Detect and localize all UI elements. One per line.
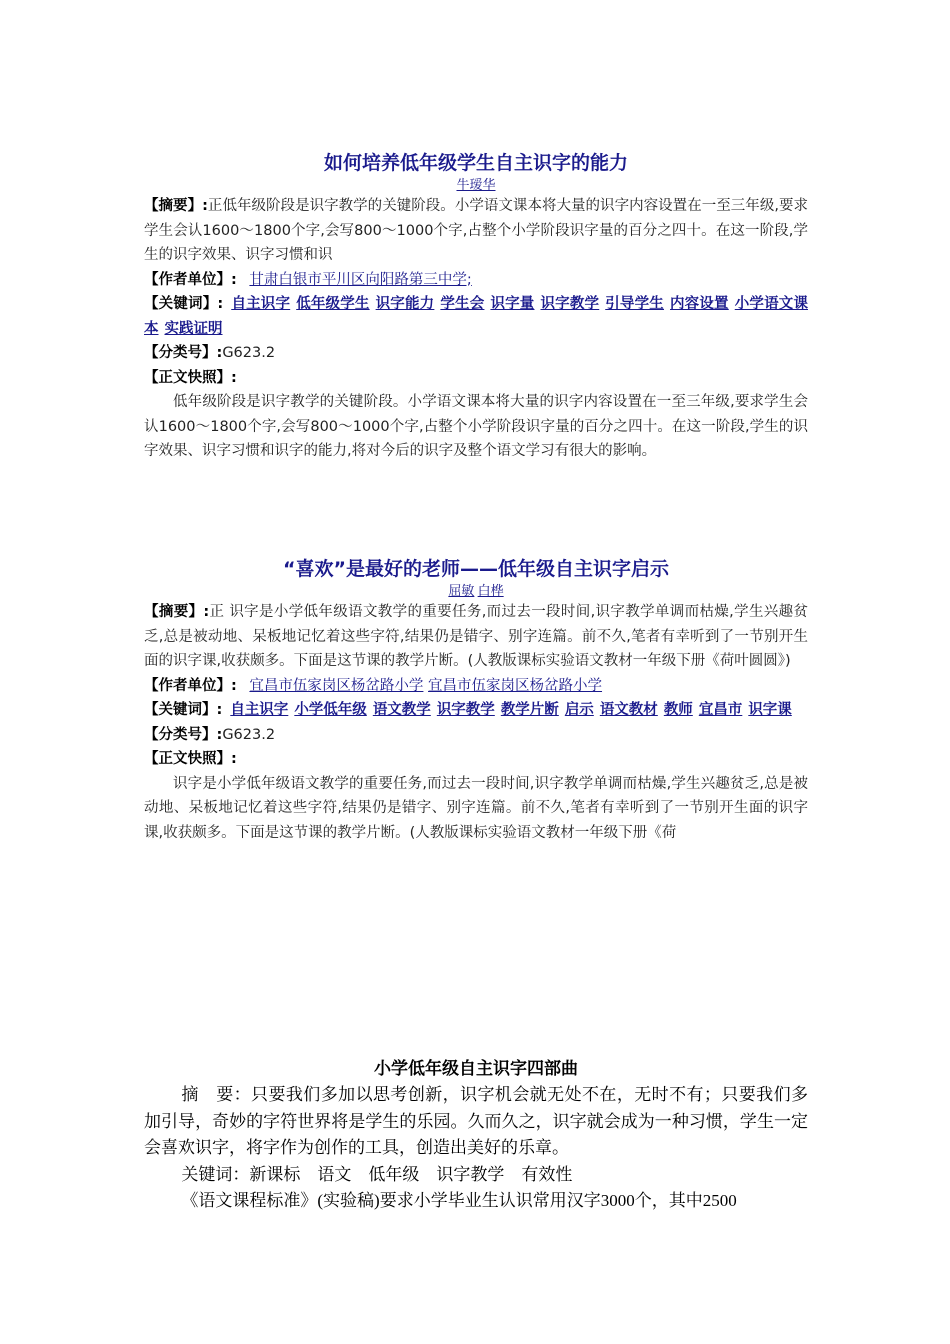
- class-label: 【分类号】:: [144, 726, 223, 743]
- class-number: G623.2: [222, 345, 276, 361]
- unit-link[interactable]: 甘肃白银市平川区向阳路第三中学;: [249, 271, 472, 288]
- keyword-link[interactable]: 教师: [663, 702, 693, 718]
- author-link[interactable]: 白桦: [477, 583, 504, 598]
- keyword-link[interactable]: 低年级学生: [296, 296, 370, 312]
- keyword-link[interactable]: 教学片断: [500, 702, 559, 718]
- keyword-link[interactable]: 宜昌市: [698, 702, 743, 718]
- abstract-label: 【摘要】:: [144, 198, 208, 214]
- article-2-abstract: [144, 600, 808, 674]
- article-1-snapshot-label-line: [144, 366, 808, 391]
- article-3-body: 《语文课程标准》(实验稿)要求小学毕业生认识常用汉字3000个，其中2500: [181, 1191, 737, 1210]
- keyword-link[interactable]: 启示: [564, 702, 594, 718]
- author-link[interactable]: 屈敏: [448, 583, 475, 598]
- abstract-text: 正低年级阶段是识字教学的关键阶段。小学语文课本将大量的识字内容设置在一至三年级,要求学生会认1600～1800个字,会写800～1000个字,占整个小学阶段识字量的百分之四十。在这一阶段,学生的识字效果、识字习惯和识: [144, 198, 808, 263]
- abstract-text: 正 识字是小学低年级语文教学的重要任务,而过去一段时间,识字教学单调而枯燥,学生兴趣贫乏,总是被动地、呆板地记忆着这些字符,结果仍是错字、别字连篇。前不久,笔者有幸听到了一节别开生面的识字课,收获颇多。下面是这节课的教学片断。(人教版课标实验语文教材一年级下册《荷叶圆圆》): [144, 604, 808, 669]
- article-1-author-line: [144, 176, 808, 194]
- article-3: [144, 1056, 808, 1215]
- article-2-unit: [144, 674, 808, 699]
- article-2: [144, 556, 808, 845]
- article-2-class: [144, 723, 808, 748]
- article-2-snapshot: 识字是小学低年级语文教学的重要任务,而过去一段时间,识字教学单调而枯燥,学生兴趣贫乏,总是被动地、呆板地记忆着这些字符,结果仍是错字、别字连篇。前不久,笔者有幸听到了一节别开生面的识字课,收获颇多。下面是这节课的教学片断。(人教版课标实验语文教材一年级下册《荷: [144, 775, 808, 841]
- class-label: 【分类号】:: [144, 345, 223, 361]
- author-link[interactable]: 牛瑷华: [456, 177, 496, 192]
- unit-label: 【作者单位】:: [144, 271, 237, 288]
- article-3-abstract: 摘 要：只要我们多加以思考创新，识字机会就无处不在，无时不有；只要我们多加引导，奇妙的字符世界将是学生的乐园。久而久之，识字就会成为一种习惯，学生一定会喜欢识字，将字作为创作的工具，创造出美好的乐章。: [144, 1085, 808, 1157]
- keyword-link[interactable]: 实践证明: [164, 320, 223, 337]
- abstract-label: 【摘要】:: [144, 604, 210, 620]
- keyword-link[interactable]: 识字教学: [540, 296, 600, 312]
- keyword-link[interactable]: 学生会: [440, 296, 485, 312]
- article-1-class: [144, 341, 808, 366]
- article-2-title: “喜欢”是最好的老师——低年级自主识字启示: [283, 558, 669, 580]
- snapshot-label: 【正文快照】:: [144, 369, 237, 386]
- article-2-author-line: [144, 582, 808, 600]
- keyword-link[interactable]: 小学低年级: [294, 702, 367, 718]
- article-1-title: 如何培养低年级学生自主识字的能力: [323, 152, 628, 174]
- article-2-keywords: [144, 698, 808, 723]
- article-3-keywords: 关键词：新课标 语文 低年级 识字教学 有效性: [181, 1164, 573, 1184]
- class-number: G623.2: [222, 726, 276, 743]
- keyword-link[interactable]: 引导学生: [605, 296, 664, 312]
- keyword-link[interactable]: 识字教学: [436, 702, 495, 718]
- article-1-snapshot: 低年级阶段是识字教学的关键阶段。小学语文课本将大量的识字内容设置在一至三年级,要求学生会认1600～1800个字,会写800～1000个字,占整个小学阶段识字量的百分之四十。在这一阶段,学生的识字效果、识字习惯和识字的能力,将对今后的识字及整个语文学习有很大的影响。: [144, 394, 808, 459]
- snapshot-label: 【正文快照】:: [144, 751, 237, 767]
- unit-link[interactable]: 宜昌市伍家岗区杨岔路小学: [428, 677, 603, 694]
- keywords-label: 【关键词】:: [144, 296, 224, 312]
- keyword-link[interactable]: 识字课: [748, 702, 792, 718]
- unit-link[interactable]: 宜昌市伍家岗区杨岔路小学: [249, 677, 424, 694]
- article-1-abstract: [144, 194, 808, 268]
- unit-label: 【作者单位】:: [144, 677, 237, 694]
- keyword-link[interactable]: 识字量: [490, 296, 535, 312]
- keyword-link[interactable]: 识字能力: [375, 296, 435, 312]
- keyword-link[interactable]: 自主识字: [230, 702, 289, 718]
- keyword-link[interactable]: 内容设置: [670, 296, 729, 312]
- keyword-link[interactable]: 语文教材: [599, 702, 658, 718]
- article-1: [144, 150, 808, 464]
- keyword-link[interactable]: 小学语文课本: [144, 296, 808, 337]
- article-1-keywords: [144, 292, 808, 341]
- article-2-snapshot-label-line: [144, 747, 808, 772]
- article-3-title: 小学低年级自主识字四部曲: [374, 1059, 578, 1078]
- keywords-label: 【关键词】:: [144, 702, 223, 718]
- keyword-link[interactable]: 语文教学: [372, 702, 431, 718]
- keyword-link[interactable]: 自主识字: [231, 296, 291, 312]
- article-1-unit: [144, 268, 808, 293]
